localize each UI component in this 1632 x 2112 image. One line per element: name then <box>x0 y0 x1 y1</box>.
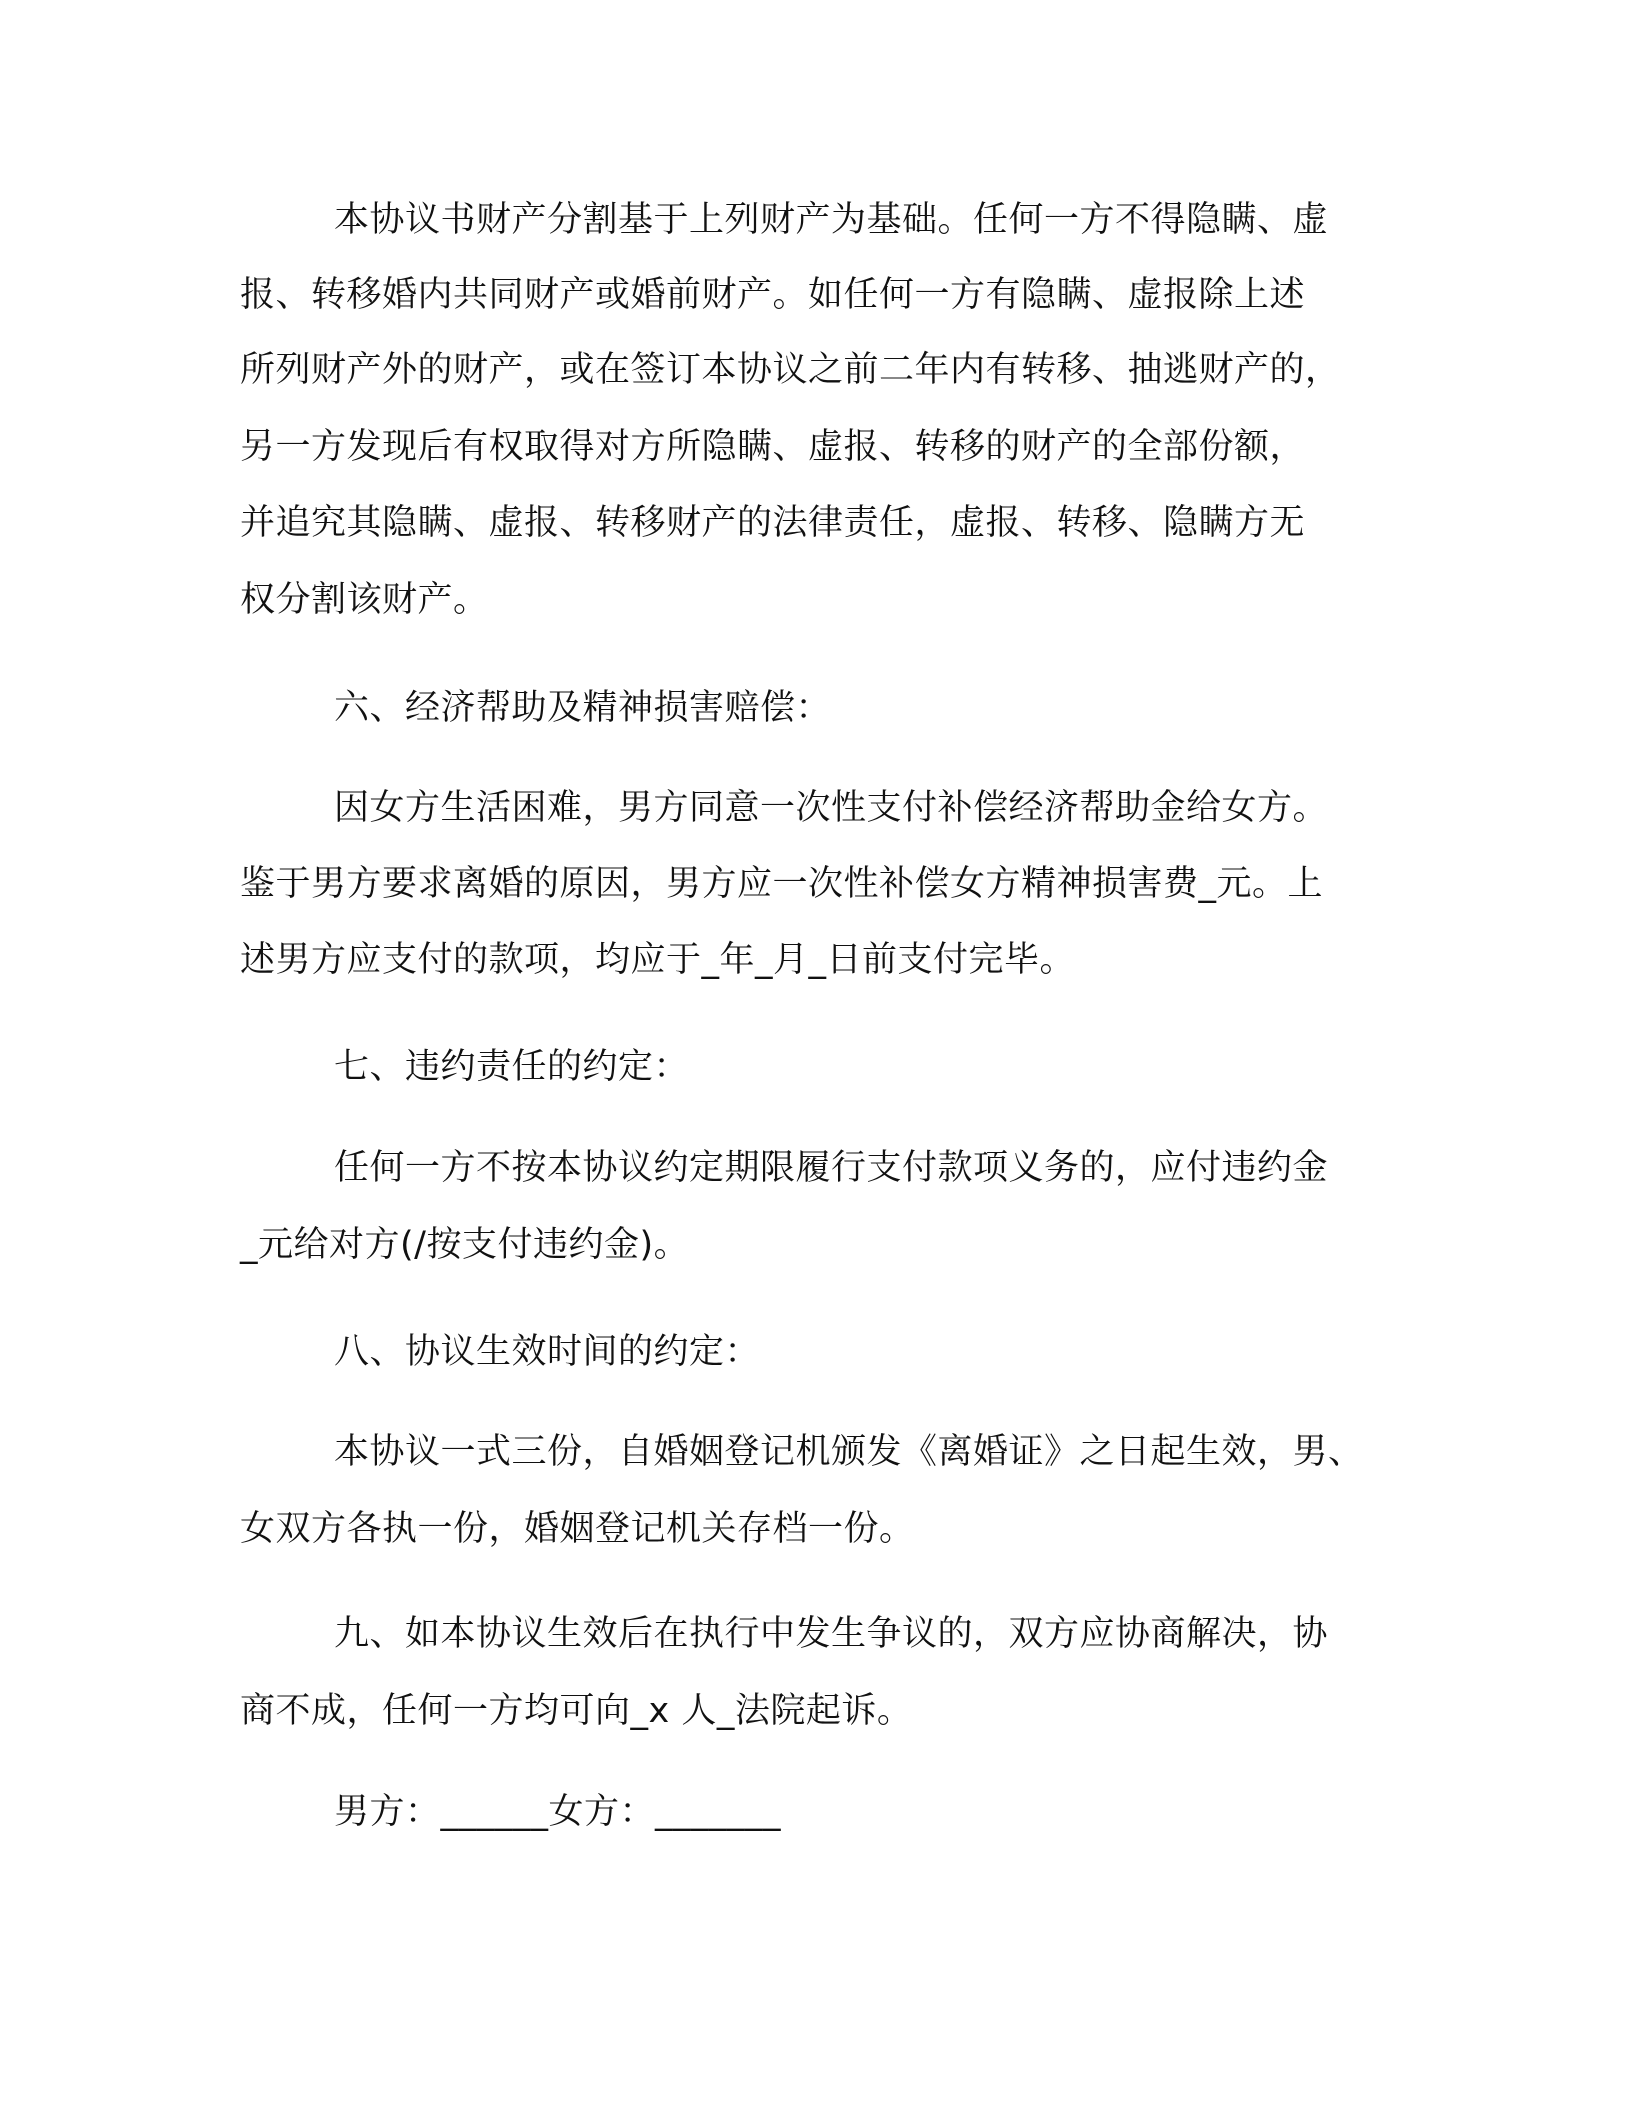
paragraph-line: 本协议书财产分割基于上列财产为基础。任何一方不得隐瞒、虚 <box>334 200 1329 240</box>
paragraph-line: 另一方发现后有权取得对方所隐瞒、虚报、转移的财产的全部份额， <box>240 427 1306 467</box>
section-heading-7: 七、违约责任的约定： <box>334 1047 690 1087</box>
paragraph-line: 述男方应支付的款项，均应于_年_月_日前支付完毕。 <box>240 940 1076 980</box>
paragraph-line: 九、如本协议生效后在执行中发生争议的，双方应协商解决，协 <box>334 1614 1329 1654</box>
paragraph-line: 权分割该财产。 <box>240 580 489 620</box>
paragraph-line: 任何一方不按本协议约定期限履行支付款项义务的，应付违约金 <box>334 1148 1329 1188</box>
section-heading-6: 六、经济帮助及精神损害赔偿： <box>334 688 832 728</box>
section-heading-8: 八、协议生效时间的约定： <box>334 1332 761 1372</box>
signature-line: 男方：______女方：_______ <box>334 1792 782 1832</box>
paragraph-line: 女双方各执一份，婚姻登记机关存档一份。 <box>240 1509 915 1549</box>
paragraph-line: 所列财产外的财产，或在签订本协议之前二年内有转移、抽逃财产的， <box>240 350 1341 390</box>
paragraph-line: 并追究其隐瞒、虚报、转移财产的法律责任，虚报、转移、隐瞒方无 <box>240 503 1306 543</box>
paragraph-line: 因女方生活困难，男方同意一次性支付补偿经济帮助金给女方。 <box>334 788 1329 828</box>
paragraph-line: 报、转移婚内共同财产或婚前财产。如任何一方有隐瞒、虚报除上述 <box>240 275 1306 315</box>
paragraph-line: 本协议一式三份，自婚姻登记机颁发《离婚证》之日起生效，男、 <box>334 1432 1364 1472</box>
paragraph-line: 商不成，任何一方均可向_x 人_法院起诉。 <box>240 1691 913 1731</box>
paragraph-line: 鉴于男方要求离婚的原因，男方应一次性补偿女方精神损害费_元。上 <box>240 864 1324 904</box>
paragraph-line: _元给对方(/按支付违约金)。 <box>240 1225 690 1265</box>
